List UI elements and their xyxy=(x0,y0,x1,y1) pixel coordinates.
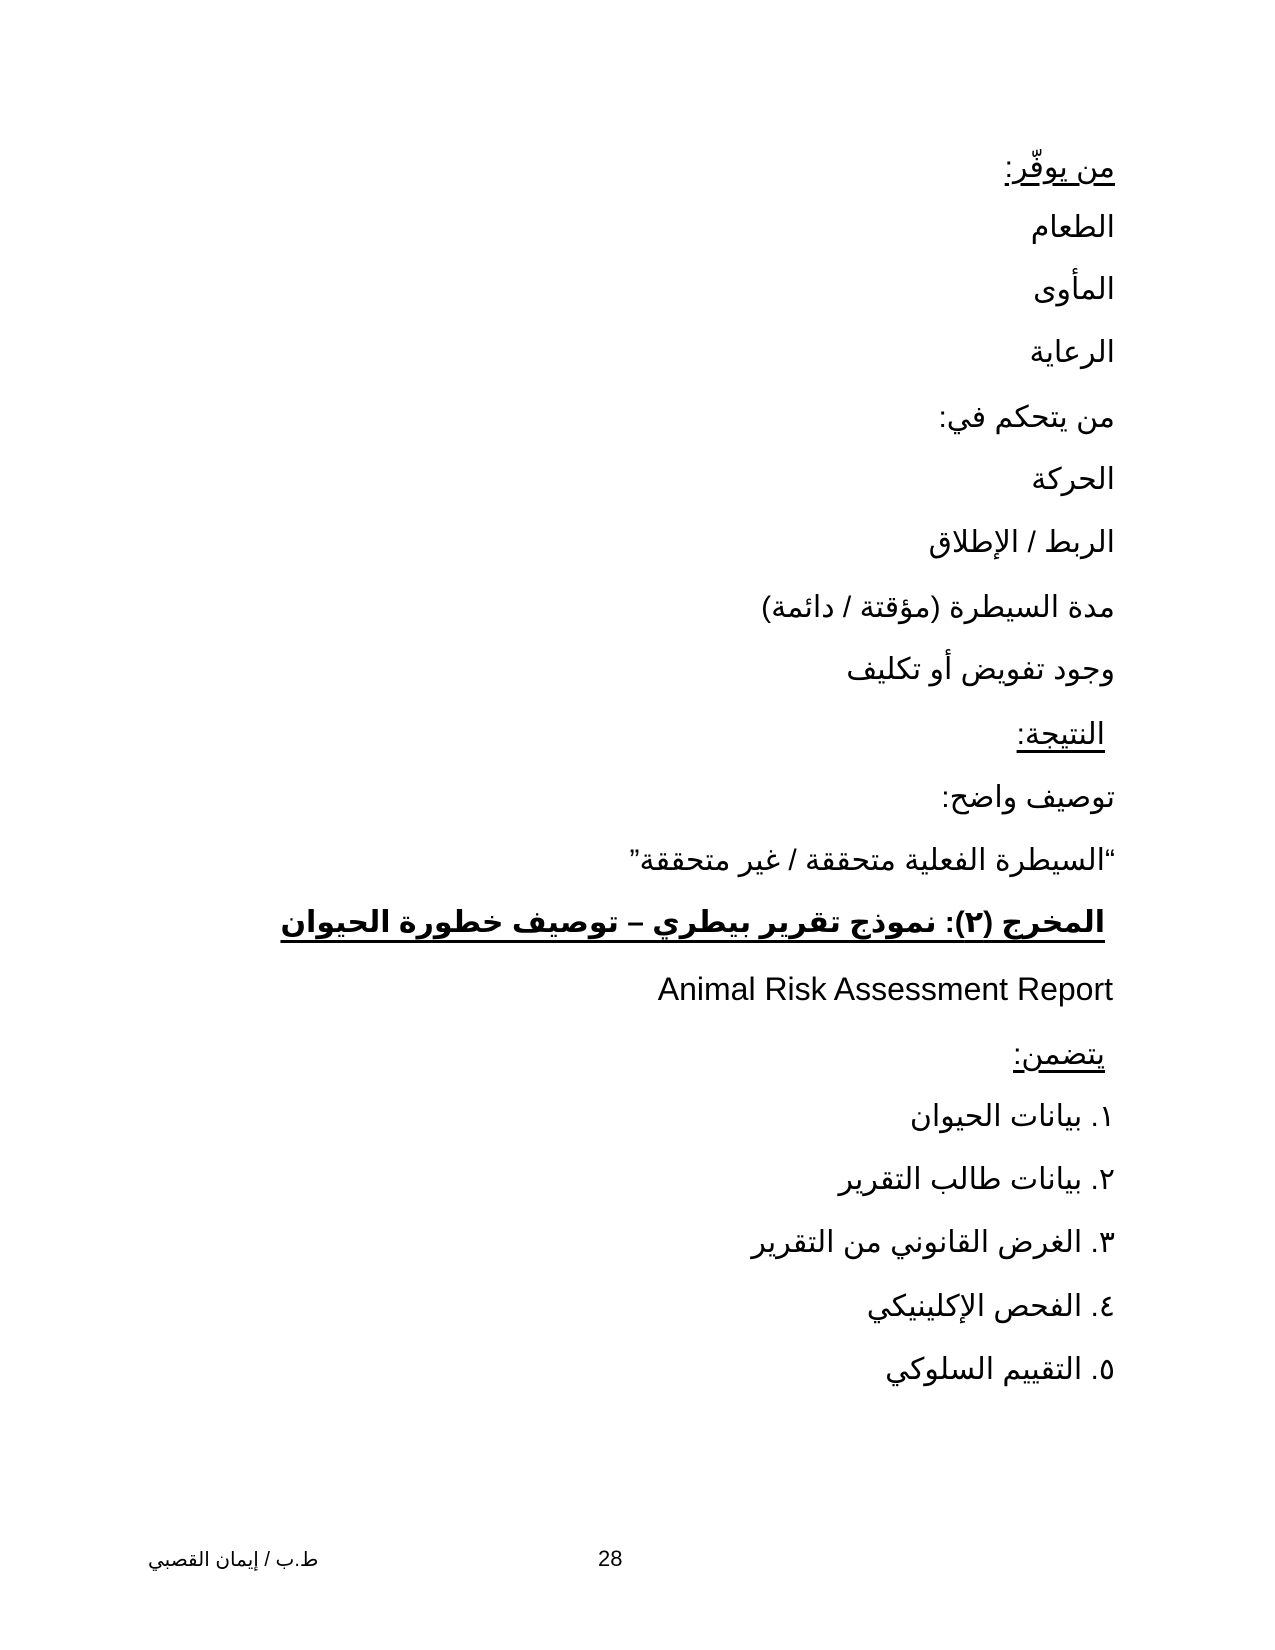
list-item-shelter: المأوى xyxy=(1033,273,1115,306)
numbered-item-behavioral-assessment: ٥. التقييم السلوكي xyxy=(885,1353,1115,1386)
list-item-movement: الحركة xyxy=(1031,463,1115,496)
output-heading: المخرج (٢): نموذج تقرير بيطري – توصيف خطورة الحيوان xyxy=(280,906,1105,939)
controller-label: من يتحكم في: xyxy=(938,401,1115,434)
includes-label: يتضمن: xyxy=(1013,1038,1105,1071)
numbered-item-animal-data: ١. بيانات الحيوان xyxy=(909,1100,1115,1133)
clear-description-label: توصيف واضح: xyxy=(941,781,1115,814)
list-item-tether-release: الربط / الإطلاق xyxy=(928,526,1115,559)
list-item-care: الرعاية xyxy=(1029,336,1115,369)
page-number: 28 xyxy=(598,1546,623,1571)
numbered-item-requester-data: ٢. بيانات طالب التقرير xyxy=(838,1163,1115,1196)
english-report-title: Animal Risk Assessment Report xyxy=(657,971,1113,1007)
list-item-control-duration: مدة السيطرة (مؤقتة / دائمة) xyxy=(761,591,1115,624)
result-label: النتيجة: xyxy=(1016,718,1105,751)
list-item-delegation: وجود تفويض أو تكليف xyxy=(846,653,1115,686)
list-item-food: الطعام xyxy=(1030,211,1115,244)
footer-author: ط.ب / إيمان القصبي xyxy=(148,1549,319,1571)
numbered-item-clinical-exam: ٤. الفحص الإكلينيكي xyxy=(866,1290,1115,1323)
provider-label: من يوفّر: xyxy=(1004,151,1115,184)
control-status-quote: “السيطرة الفعلية متحققة / غير متحققة” xyxy=(629,844,1115,877)
numbered-item-legal-purpose: ٣. الغرض القانوني من التقرير xyxy=(751,1226,1115,1259)
